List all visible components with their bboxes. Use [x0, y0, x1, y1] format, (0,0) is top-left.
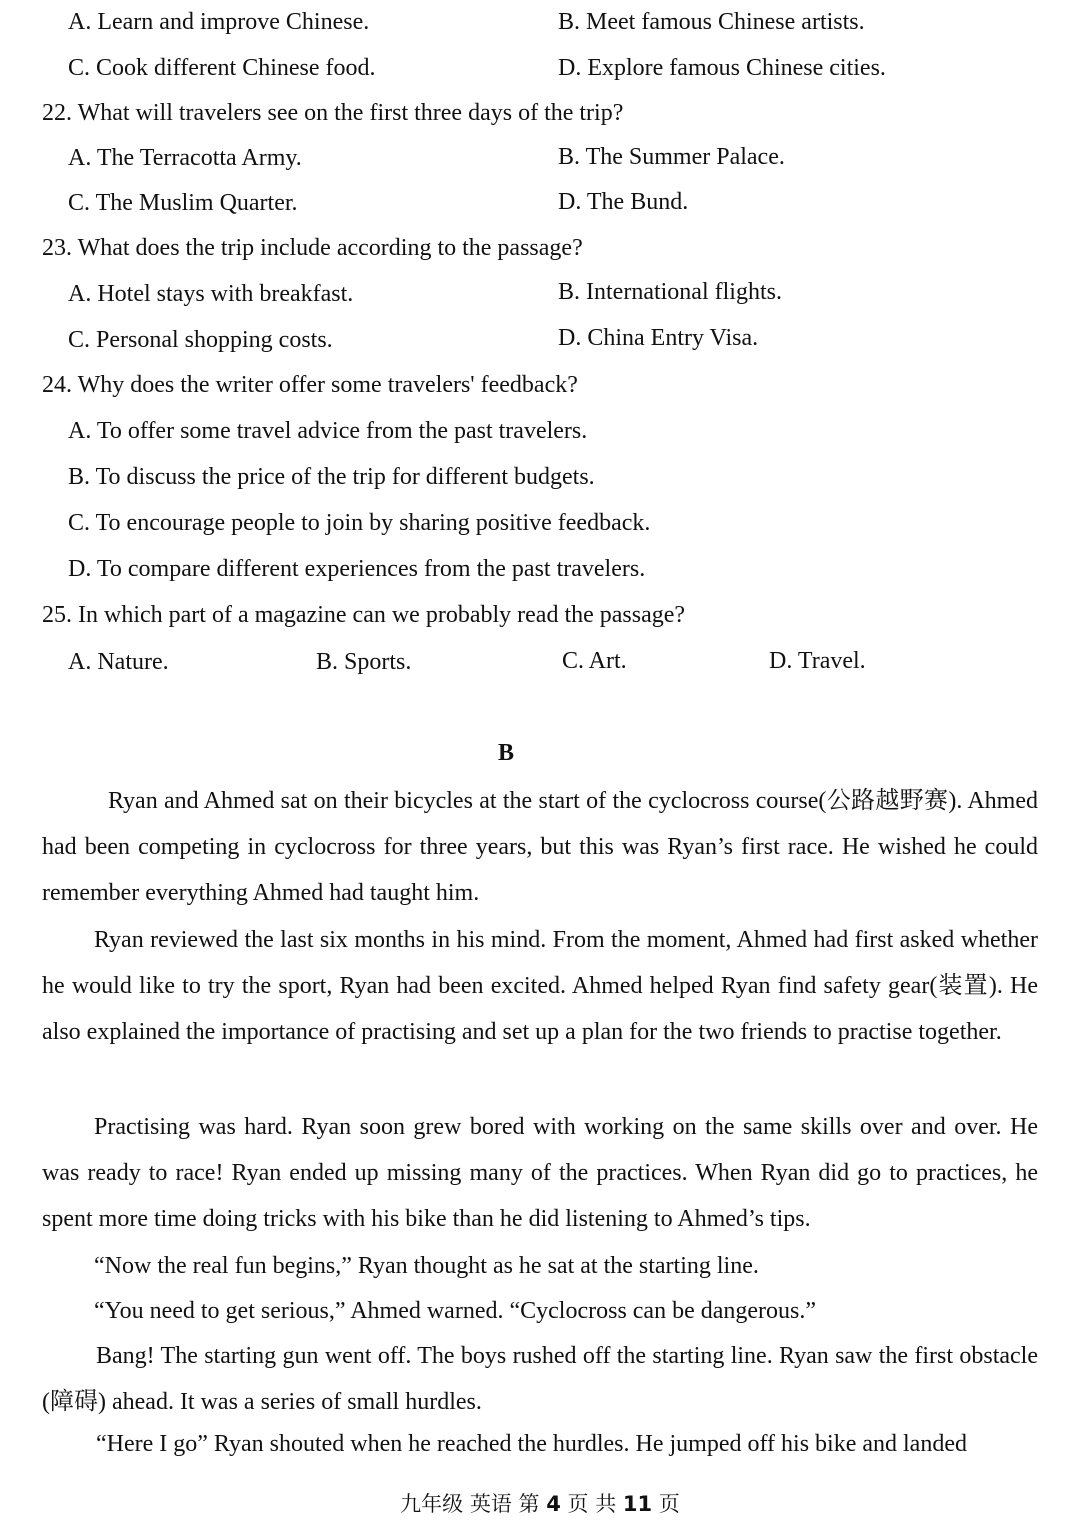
q23-option-c: C. Personal shopping costs. — [68, 327, 333, 353]
q25-option-b: B. Sports. — [316, 649, 412, 675]
q22-option-d: D. The Bund. — [558, 189, 689, 215]
passage-paragraph-5: “You need to get serious,” Ahmed warned. “Cyclocross can be dangerous.” — [94, 1298, 817, 1324]
q25-question: 25. In which part of a magazine can we probably read the passage? — [42, 602, 686, 628]
q24-question: 24. Why does the writer offer some travelers' feedback? — [42, 372, 578, 398]
passage-paragraph-6: Bang! The starting gun went off. The boys rushed off the starting line. Ryan saw the first obstacle (障碍) ahead. It was a series of small hurdles. — [42, 1343, 1038, 1415]
q23-option-b: B. International flights. — [558, 279, 782, 305]
footer-page-number: 4 — [546, 1492, 561, 1516]
q24-option-d: D. To compare different experiences from the past travelers. — [68, 556, 646, 582]
q22-option-a: A. The Terracotta Army. — [68, 145, 302, 171]
q25-option-c: C. Art. — [562, 648, 627, 674]
q23-option-a: A. Hotel stays with breakfast. — [68, 281, 354, 307]
q21-option-a: A. Learn and improve Chinese. — [68, 9, 370, 35]
q22-question: 22. What will travelers see on the first three days of the trip? — [42, 100, 624, 126]
section-b-title: B — [497, 740, 514, 766]
q21-option-b: B. Meet famous Chinese artists. — [558, 9, 865, 35]
page-footer — [0, 1488, 1080, 1520]
footer-page-mid: 页 共 — [567, 1492, 617, 1516]
q24-option-c: C. To encourage people to join by sharing positive feedback. — [68, 510, 651, 536]
passage-paragraph-4: “Now the real fun begins,” Ryan thought as he sat at the starting line. — [94, 1253, 759, 1279]
passage-paragraph-2: Ryan reviewed the last six months in his mind. From the moment, Ahmed had first asked whether he would like to try the sport, Ryan had been excited. Ahmed helped Ryan find safety gear(装置). He also explained the importance of practising and set up a plan for the two friends to practise together. — [42, 927, 1038, 1045]
q25-option-a: A. Nature. — [68, 649, 169, 675]
q21-option-c: C. Cook different Chinese food. — [68, 55, 376, 81]
passage-paragraph-7: “Here I go” Ryan shouted when he reached the hurdles. He jumped off his bike and landed — [96, 1431, 967, 1457]
q21-option-d: D. Explore famous Chinese cities. — [558, 55, 886, 81]
q24-option-b: B. To discuss the price of the trip for different budgets. — [68, 464, 595, 490]
q23-option-d: D. China Entry Visa. — [558, 325, 759, 351]
footer-page-prefix: 第 — [518, 1492, 540, 1516]
passage-paragraph-1: Ryan and Ahmed sat on their bicycles at the start of the cyclocross course(公路越野赛). Ahmed had been competing in cyclocross for three years, but this was Ryan’s first race. He wished he could remember everything Ahmed had taught him. — [42, 788, 1038, 906]
q24-option-a: A. To offer some travel advice from the past travelers. — [68, 418, 588, 444]
q25-option-d: D. Travel. — [769, 648, 866, 674]
q23-question: 23. What does the trip include according to the passage? — [42, 235, 583, 261]
passage-paragraph-3: Practising was hard. Ryan soon grew bored with working on the same skills over and over. He was ready to race! Ryan ended up missing many of the practices. When Ryan did go to practices, he spent more time doing tricks with his bike than he did listening to Ahmed’s tips. — [42, 1114, 1038, 1232]
footer-subject: 英语 — [469, 1492, 512, 1516]
footer-grade: 九年级 — [400, 1492, 464, 1516]
footer-total-pages: 11 — [622, 1492, 653, 1516]
q22-option-c: C. The Muslim Quarter. — [68, 190, 298, 216]
q22-option-b: B. The Summer Palace. — [558, 144, 785, 170]
footer-page-suffix: 页 — [658, 1492, 680, 1516]
